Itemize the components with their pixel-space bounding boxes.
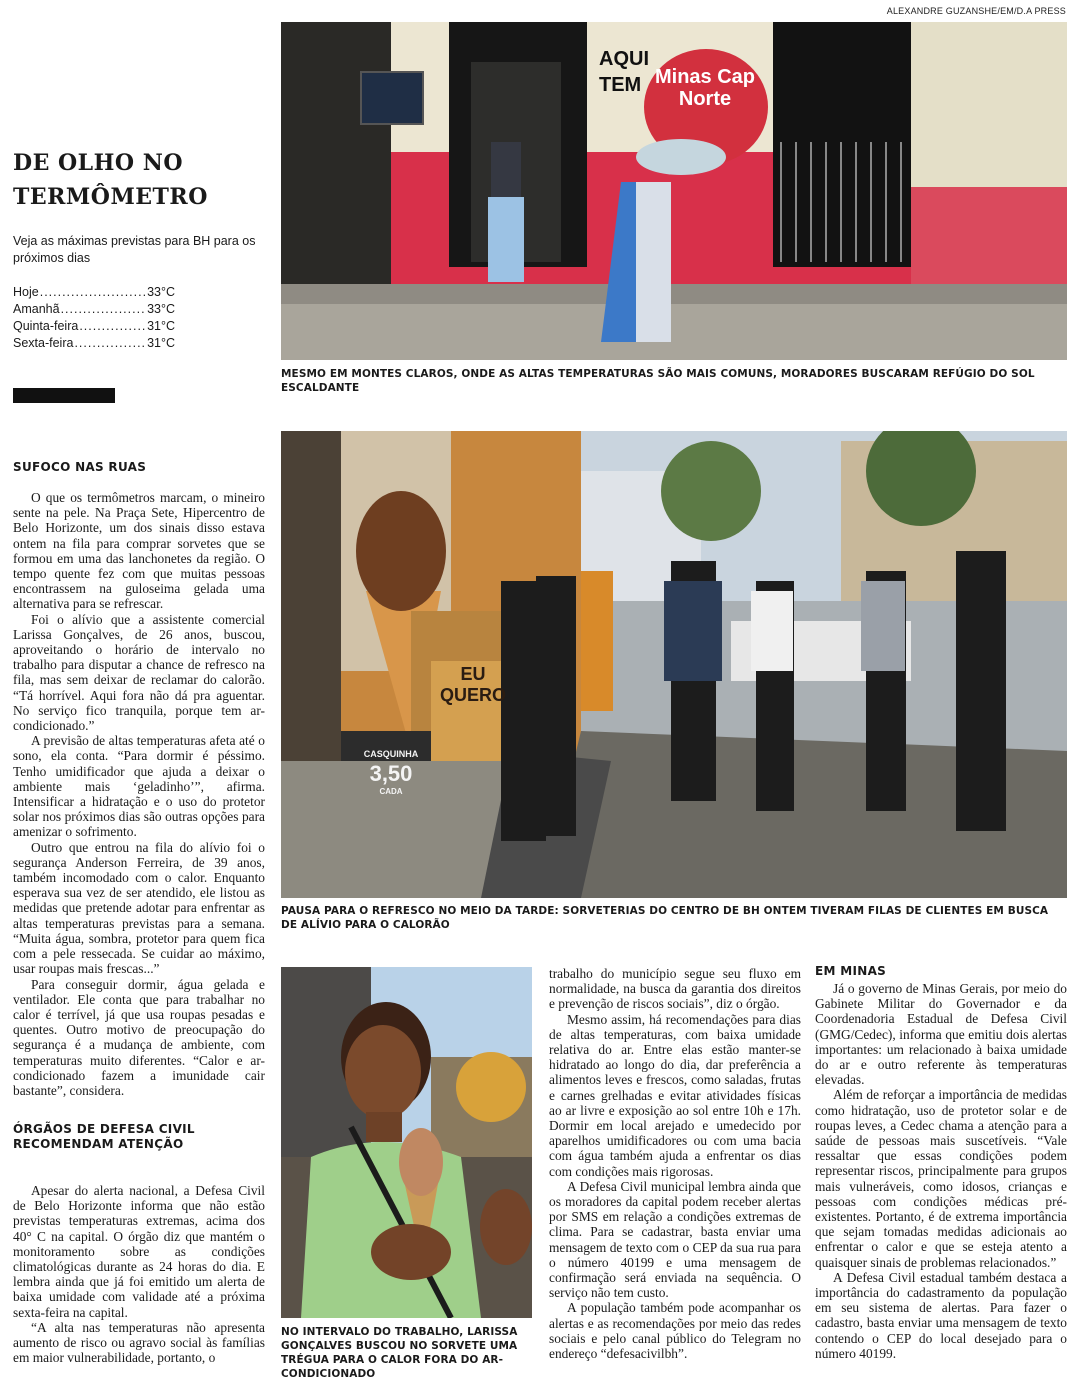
paragraph: Apesar do alerta nacional, a Defesa Civil de Belo Horizonte informa que não estão previstas temperaturas extremas, acima dos 40° C na capital. O órgão diz que mantém o monitoramento sobre as condições climatológicas durante as 24 horas do dia. E lembra ainda que já foi emitido um alerta de baixa umidade com validade até a próxima sexta-feira na capital. <box>13 1183 265 1320</box>
sidebar-title-line1: DE OLHO NO <box>13 150 184 176</box>
forecast-row <box>13 335 175 352</box>
forecast-day: Sexta-feira <box>13 336 74 350</box>
section-heading-sufoco: SUFOCO NAS RUAS <box>13 460 147 474</box>
banner-sign-text: EU QUERO <box>439 664 506 705</box>
caption-larissa: NO INTERVALO DO TRABALHO, LARISSA GONÇALVES BUSCOU NO SORVETE UMA TRÉGUA PARA O CALOR FORA DO AR-CONDICIONADO <box>281 1326 518 1380</box>
section-heading-line: ÓRGÃOS DE DEFESA CIVIL <box>13 1122 195 1136</box>
forecast-day: Quinta-feira <box>13 319 79 333</box>
paragraph: O que os termômetros marcam, o mineiro sente na pele. Na Praça Sete, Hipercentro de Belo Horizonte, um dos sinais disso estava ontem na fila para comprar sorvetes que se formou em uma das lanchonetes da região. O tempo quente fez com que muitas pessoas encontrassem na guloseima gelada uma alternativa para se refrescar. <box>13 490 265 612</box>
sidebar-intro: Veja as máximas previstas para BH para os próximos dias <box>13 234 256 265</box>
paragraph: Mesmo assim, há recomendações para dias de altas temperaturas, com baixa umidade relativa do ar. Entre elas estão manter-se hidratado ao longo do dia, dar preferência a alimentos leves e frescos, como saladas, frutas e carnes grelhadas e evitar atividades físicas ao ar livre e exposição ao sol entre 10h e 17h. Dormir em local arejado e umedecido por aparelhos umidificadores ou com uma bacia com água também ajuda a enfrentar os dias com condições mais rigorosas. <box>549 1011 801 1179</box>
paragraph: A Defesa Civil estadual também destaca a importância do cadastramento da população em seu sistema de alertas. Para fazer o cadastro, basta enviar uma mensagem de texto contendo o CEP do local desejado para o número 40199. <box>815 1269 1067 1361</box>
storefront-sign-text: AQUI TEM <box>599 48 649 96</box>
paragraph: A previsão de altas temperaturas afeta até o sono, ela conta. “Para dormir é péssimo. Tenho umidificador que ajuda a deixar o ambiente mais ‘geladinho’”, afirma. Intensificar a hidratação e o uso do protetor solar nos próximos dias são outras opções para amenizar o sofrimento. <box>13 733 265 840</box>
forecast-day: Hoje <box>13 285 39 299</box>
paragraph: “A alta nas temperaturas não apresenta aumento de risco ou agravo social às famílias em maior vulnerabilidade, portanto, o <box>13 1319 265 1366</box>
paragraph: Além de reforçar a importância de medidas como hidratação, uso de protetor solar e de roupas leves, a Cedec chama a atenção para a saúde de pessoas mais suscetíveis. “Vale ressaltar que essas condições podem representar riscos, principalmente para grupos mais vulneráveis, como idosos, crianças e pessoas com condições médicas pré-existentes. Portanto, é de extrema importância que sejam tomadas medidas adicionais ao enfrentar o calor e que se esteja atento a quaisquer sinais de problemas relacionados.” <box>815 1087 1067 1270</box>
paragraph: A Defesa Civil municipal lembra ainda que os moradores da capital podem receber alertas por SMS em relação a condições extremas de clima. Para se cadastrar, basta enviar uma mensagem de texto com o CEP da sua rua para o número 40199 e uma mensagem de confirmação será enviada na sequência. O serviço não tem custo. <box>549 1178 801 1301</box>
photo-credit: ALEXANDRE GUZANSHE/EM/D.A PRESS <box>886 6 1066 16</box>
forecast-temp: 33°C <box>147 285 175 299</box>
section-heading-em-minas: EM MINAS <box>815 964 887 978</box>
article-text-column3 <box>549 966 801 1361</box>
caption-storefront: MESMO EM MONTES CLAROS, ONDE AS ALTAS TEMPERATURAS SÃO MAIS COMUNS, MORADORES BUSCARAM REFÚGIO DO SOL ESCALDANTE <box>281 368 1035 394</box>
section-divider-bar <box>13 388 115 403</box>
price-sign-value: 3,50 <box>369 761 413 786</box>
price-sign-label: CASQUINHA <box>363 749 419 759</box>
forecast-temp: 33°C <box>147 302 175 316</box>
section-heading-line: RECOMENDAM ATENÇÃO <box>13 1137 184 1151</box>
article-text-em-minas <box>815 981 1067 1361</box>
price-sign-unit: CADA <box>379 787 403 796</box>
section-heading-orgaos <box>13 1122 265 1152</box>
forecast-temp: 31°C <box>147 319 175 333</box>
forecast-row <box>13 284 175 301</box>
forecast-temp: 31°C <box>147 336 175 350</box>
photo-larissa <box>281 967 532 1318</box>
paragraph: Outro que entrou na fila do alívio foi o segurança Anderson Ferreira, de 39 anos, também incomodado com o calor. Enquanto esperava sua vez de ser atendido, ele listou as medidas que pretende adotar para enfrentar as altas temperaturas previstas para a semana. “Muita água, sombra, protetor para quem fica com a pele ressecada. Se cuidar ao máximo, usar roupas mais frescas...” <box>13 839 265 977</box>
caption-icecream-queue: PAUSA PARA O REFRESCO NO MEIO DA TARDE: SORVETERIAS DO CENTRO DE BH ONTEM TIVERAM FILAS DE CLIENTES EM BUSCA DE ALÍVIO PARA O CALORÃO <box>281 905 1049 931</box>
forecast-day: Amanhã <box>13 302 60 316</box>
forecast-row <box>13 318 175 335</box>
forecast-row <box>13 301 175 318</box>
sidebar-title <box>13 146 263 214</box>
photo-storefront <box>281 22 1067 360</box>
sidebar-title-line2: TERMÔMETRO <box>13 184 208 210</box>
photo-icecream-queue <box>281 431 1067 898</box>
article-text-sufoco <box>13 490 265 1098</box>
paragraph: Já o governo de Minas Gerais, por meio do Gabinete Militar do Governador e da Coordenadoria Estadual de Defesa Civil (GMG/Cedec), informa que emitiu dois alertas importantes: um relacionado à baixa umidade do ar e outro referente às temperaturas elevadas. <box>815 981 1067 1088</box>
paragraph: trabalho do município segue seu fluxo em normalidade, na busca da garantia dos direitos e prevenção de riscos sociais”, diz o órgão. <box>549 966 801 1012</box>
storefront-brand-logo: Minas Cap Norte <box>654 66 756 110</box>
forecast-list <box>13 284 175 352</box>
article-text-orgaos <box>13 1183 265 1365</box>
paragraph: Foi o alívio que a assistente comercial Larissa Gonçalves, de 26 anos, buscou, aproveitando o horário de intervalo no trabalho para disputar a chance de refresco na fila, mas sem deixar de reclamar do calorão. “Tá horrível. Aqui fora não dá pra aguentar. No serviço fico tranquila, porque tem ar-condicionado.” <box>13 611 265 734</box>
paragraph: Para conseguir dormir, água gelada e ventilador. Ele conta que para trabalhar no calor é terrível, já que usa roupas pesadas e quentes. Outro motivo de preocupação do segurança é a mudança de ambiente, com temperaturas muito diferentes. “Calor e ar-condicionado fazem a imunidade cair bastante”, considera. <box>13 976 265 1098</box>
paragraph: A população também pode acompanhar os alertas e as recomendações por meio das redes sociais e pelo canal público do Telegram no endereço “defesacivilbh”. <box>549 1300 801 1362</box>
